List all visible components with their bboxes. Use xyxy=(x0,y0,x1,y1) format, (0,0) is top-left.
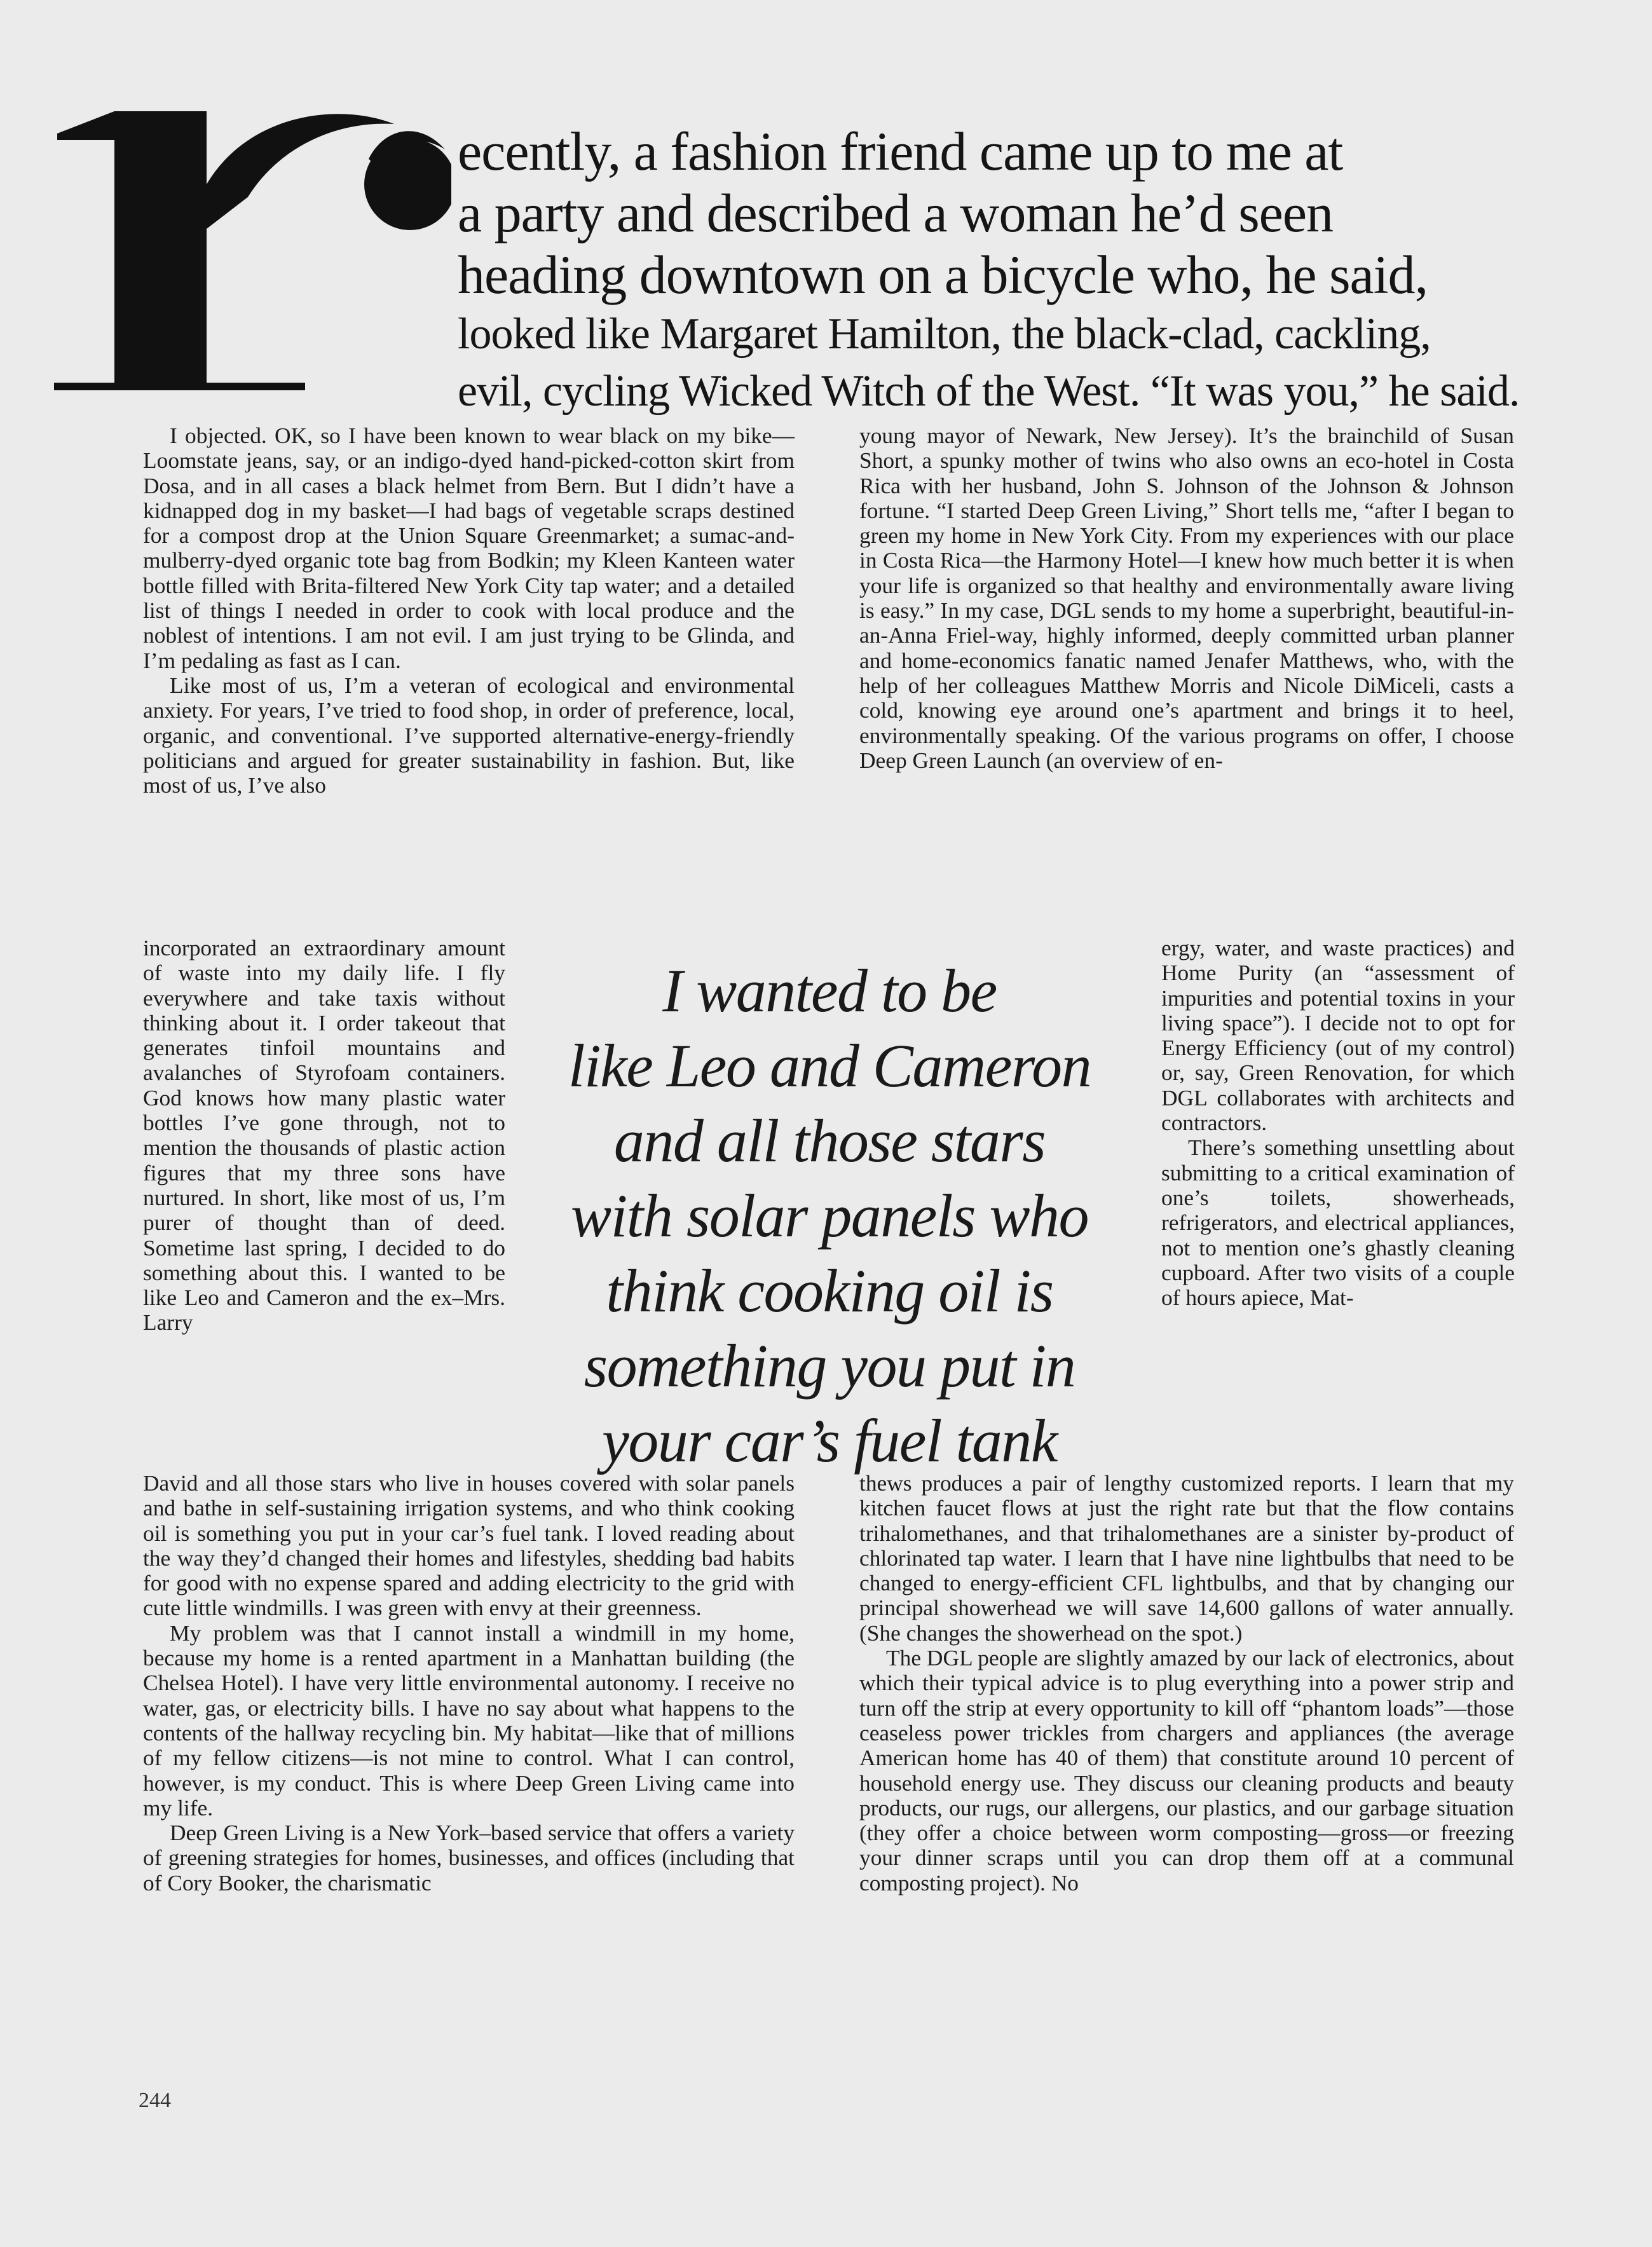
body-paragraph: My problem was that I cannot install a windmill in my home, because my home is a rented apartment in a Manhattan building (the Chelsea Hotel). I have very little environmental autonomy. I receive no water, gas, or electricity bills. I have no say about what happens to the contents of the hallway recycling bin. My habitat—like that of millions of my fellow citizens—is not mine to control. What I can control, however, is my conduct. This is where Deep Green Living came into my life. xyxy=(143,1620,795,1820)
left-column-wrap xyxy=(143,936,505,1335)
pull-quote-line: something you put in xyxy=(584,1332,1075,1400)
body-paragraph: Like most of us, I’m a veteran of ecological and environmental anxiety. For years, I’ve tried to food shop, in order of preference, local, organic, and conventional. I’ve supported alternative-energy-friendly politicians and argued for greater sustainability in fashion. But, like most of us, I’ve also xyxy=(143,672,795,798)
right-column-wrap xyxy=(1161,936,1515,1310)
intro-line: looked like Margaret Hamilton, the black-clad, cackling, xyxy=(458,310,1431,359)
intro-line: heading downtown on a bicycle who, he said, xyxy=(458,244,1428,305)
page-number: 244 xyxy=(139,2089,171,2112)
pull-quote-line: with solar panels who xyxy=(571,1182,1088,1250)
body-paragraph: ergy, water, and waste practices) and Home Purity (an “assessment of impurities and potential toxins in your living space”). I decide not to opt for Energy Efficiency (out of my control) or, say, Green Renovation, for which DGL collaborates with architects and contractors. xyxy=(1161,935,1515,1136)
left-column-bottom xyxy=(143,1471,795,1895)
body-paragraph: There’s something unsettling about submitting to a critical examination of one’s toilets, showerheads, refrigerators, and electrical appliances, not to mention one’s ghastly cleaning cupboard. After two visits of a couple of hours apiece, Mat- xyxy=(1161,1135,1515,1311)
left-column-top xyxy=(143,423,795,798)
pull-quote-line: like Leo and Cameron xyxy=(568,1032,1091,1100)
body-paragraph: David and all those stars who live in houses covered with solar panels and bathe in self-sustaining irrigation systems, and who think cooking oil is something you put in your car’s fuel tank. I loved reading about the way they’d changed their homes and lifestyles, shedding bad habits for good with no expense spared and adding electricity to the grid with cute little windmills. I was green with envy at their greenness. xyxy=(143,1470,795,1621)
intro-line: ecently, a fashion friend came up to me at xyxy=(458,121,1343,182)
body-paragraph: Deep Green Living is a New York–based service that offers a variety of greening strategies for homes, businesses, and offices (including that of Cory Booker, the charismatic xyxy=(143,1820,795,1895)
body-paragraph: I objected. OK, so I have been known to wear black on my bike—Loomstate jeans, say, or an indigo-dyed hand-picked-cotton skirt from Dosa, and in all cases a black helmet from Bern. But I didn’t have a kidnapped dog in my basket—I had bags of vegetable scraps destined for a compost drop at the Union Square Greenmarket; a sumac-and-mulberry-dyed organic tote bag from Bodkin; my Kleen Kanteen water bottle filled with Brita-filtered New York City tap water; and a detailed list of things I needed in order to cook with local produce and the noblest of intentions. I am not evil. I am just trying to be Glinda, and I’m pedaling as fast as I can. xyxy=(143,423,795,673)
drop-cap-r xyxy=(38,89,451,400)
pull-quote-line: I wanted to be xyxy=(662,957,997,1025)
right-column-bottom xyxy=(859,1471,1514,1895)
body-paragraph: thews produces a pair of lengthy customized reports. I learn that my kitchen faucet flows at just the right rate but that the flow contains trihalomethanes, and that trihalomethanes are a sinister by-product of chlorinated tap water. I learn that I have nine lightbulbs that need to be changed to energy-efficient CFL lightbulbs, and that by changing our principal showerhead we will save 14,600 gallons of water annually. (She changes the showerhead on the spot.) xyxy=(859,1470,1514,1646)
right-column-top xyxy=(859,423,1514,773)
body-paragraph: incorporated an extraordinary amount of waste into my daily life. I fly everywhere and take taxis without thinking about it. I order takeout that generates tinfoil mountains and avalanches of Styrofoam containers. God knows how many plastic water bottles I’ve gone through, not to mention the thousands of plastic action figures that my three sons have nurtured. In short, like most of us, I’m purer of thought than of deed. Sometime last spring, I decided to do something about this. I wanted to be like Leo and Cameron and the ex–Mrs. Larry xyxy=(143,935,505,1335)
body-paragraph: The DGL people are slightly amazed by our lack of electronics, about which their typical advice is to plug everything into a power strip and turn off the strip at every opportunity to kill off “phantom loads”—those ceaseless power trickles from chargers and appliances (the average American home has 40 of them) that constitute around 10 percent of household energy use. They discuss our cleaning products and beauty products, our rugs, our allergens, our plastics, and our garbage situation (they offer a choice between worm composting—gross—or freezing your dinner scraps until you can drop them off at a communal composting project). No xyxy=(859,1645,1514,1895)
body-paragraph: young mayor of Newark, New Jersey). It’s the brainchild of Susan Short, a spunky mother of twins who also owns an eco-hotel in Costa Rica with her husband, John S. Johnson of the Johnson & Johnson fortune. “I started Deep Green Living,” Short tells me, “after I began to green my home in New York City. From my experiences with our place in Costa Rica—the Harmony Hotel—I knew how much better it is when your life is organized so that healthy and environmentally aware living is easy.” In my case, DGL sends to my home a superbright, beautiful-in-an-Anna Friel-way, highly informed, deeply committed urban planner and home-economics fanatic named Jenafer Matthews, who, with the help of her colleagues Matthew Morris and Nicole DiMiceli, casts a cold, knowing eye around one’s apartment and brings it to heel, environmentally speaking. Of the various programs on offer, I choose Deep Green Launch (an overview of en- xyxy=(859,423,1514,773)
pull-quote-line: and all those stars xyxy=(613,1107,1046,1175)
pull-quote-line: think cooking oil is xyxy=(606,1257,1053,1325)
intro-line: a party and described a woman he’d seen xyxy=(458,182,1334,243)
intro-line: evil, cycling Wicked Witch of the West. “It was you,” he said. xyxy=(458,367,1520,416)
intro-paragraph xyxy=(458,121,1551,420)
pull-quote xyxy=(509,953,1150,1479)
pull-quote-line: your car’s fuel tank xyxy=(602,1407,1057,1475)
